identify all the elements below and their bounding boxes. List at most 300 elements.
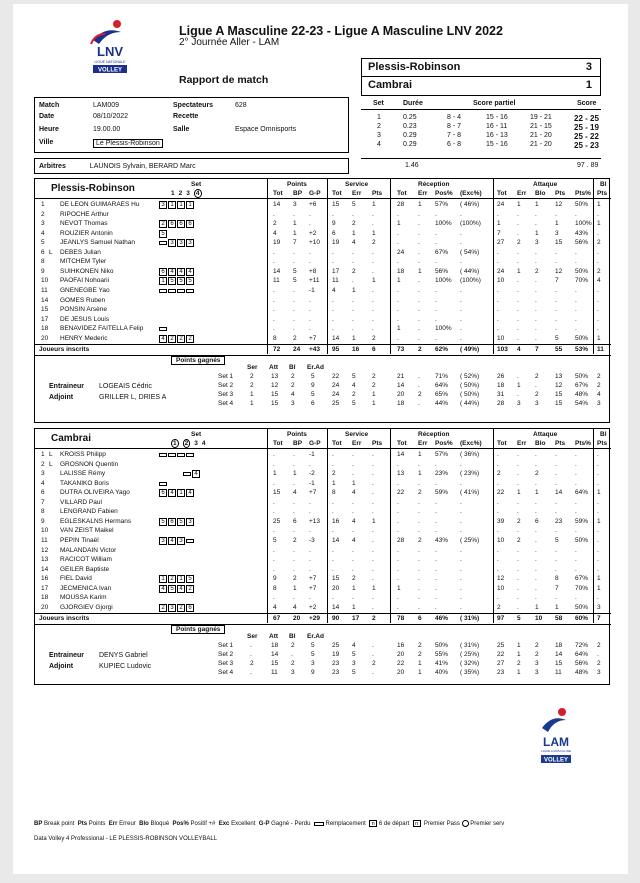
set-row-ablo: 3 [535, 660, 539, 668]
stat-rpos: 67% [435, 248, 449, 256]
player-number: 11 [41, 286, 48, 294]
stat-stot: . [332, 546, 334, 554]
set-row-bl: 3 [291, 400, 295, 408]
legend-bp: Break point [44, 821, 75, 828]
stat-apct: . [575, 470, 577, 478]
starter-position-box: 4 [192, 470, 200, 478]
stat-bp: . [293, 527, 295, 535]
stat-serr: 4 [352, 489, 356, 497]
set-row-rtot: 16 [397, 642, 405, 650]
stat-rerr: . [418, 258, 420, 266]
set-row-rtot: 14 [397, 382, 405, 390]
player-name: PONSIN Arsène [60, 306, 107, 314]
legend-pos: Positif +# [190, 821, 216, 828]
stat-rexc: ( 54%) [460, 248, 480, 256]
totals-label: Joueurs inscrits [39, 615, 90, 623]
stat-atot: . [497, 296, 499, 304]
stat-rerr: 2 [418, 489, 422, 497]
total-ablo: 7 [535, 346, 539, 354]
stat-apts: . [555, 258, 557, 266]
lam-logo [536, 706, 576, 768]
stat-spts: . [372, 565, 374, 573]
stat-rpos: 57% [435, 451, 449, 458]
starting-positions [159, 201, 194, 209]
subheader-pts: Pts [597, 440, 608, 447]
stat-apts: 12 [555, 267, 563, 275]
stat-bl: 1 [597, 201, 601, 208]
starter-position-box: 2 [168, 575, 176, 583]
total-rerr: 6 [418, 615, 422, 623]
stat-ptot: . [273, 315, 275, 323]
set-row-apct: 67% [575, 382, 589, 390]
referees-value: LAUNOIS Sylvain, BERARD Marc [89, 163, 196, 170]
set-row-rexc: ( 50%) [460, 391, 480, 399]
rule-line [35, 344, 611, 345]
set-row-apct: 56% [575, 660, 589, 668]
total-apct: 53% [575, 346, 589, 354]
set-row-apct: 54% [575, 400, 589, 408]
subheader-exc: (Exc%) [460, 190, 482, 197]
stat-stot: . [332, 498, 334, 506]
stat-gp: . [309, 498, 311, 506]
stat-ablo: . [535, 220, 537, 228]
stat-rpos: 100% [435, 325, 452, 333]
player-number: 7 [41, 498, 45, 506]
stat-bl: 1 [597, 575, 601, 583]
player-name: RIPOCHE Arthur [60, 210, 109, 218]
set-duration: 0.23 [403, 123, 417, 130]
set-row-rtot: 20 [397, 651, 405, 659]
starter-position-box: 2 [186, 585, 194, 593]
set-row-rpos: 41% [435, 660, 449, 668]
set-row-serr: 3 [352, 660, 356, 668]
set-row-rtot: 20 [397, 669, 405, 677]
stat-apct: . [575, 451, 577, 458]
player-name: RACICOT William [60, 556, 112, 564]
stat-aerr: 2 [517, 239, 521, 247]
set-row-bl: 2 [291, 660, 295, 668]
stat-rtot: . [397, 556, 399, 564]
stat-rerr: . [418, 229, 420, 237]
player-number: 15 [41, 306, 49, 314]
stat-spts: . [372, 267, 374, 275]
set-row-rtot: 20 [397, 391, 405, 399]
stat-stot: . [332, 556, 334, 564]
stat-rexc: ( 36%) [460, 451, 480, 458]
starter-position-box: 6 [186, 604, 194, 612]
stat-spts: . [372, 546, 374, 554]
stat-serr: . [352, 498, 354, 506]
stat-gp: . [309, 527, 311, 535]
total-bl: 7 [597, 615, 601, 623]
stat-bp: 5 [293, 267, 297, 275]
set-number: 4 [377, 141, 381, 148]
set-row-spts: 1 [372, 391, 376, 399]
player-number: 1 [41, 451, 45, 458]
starter-position-box: 6 [186, 220, 194, 228]
stat-rtot: . [397, 239, 399, 247]
stat-rtot: . [397, 210, 399, 218]
player-name: EGLESKALNS Hermans [60, 517, 132, 525]
match-value: LAM009 [93, 102, 120, 109]
stat-gp: . [309, 594, 311, 602]
match-label: Match [39, 102, 60, 109]
stat-aerr: . [517, 296, 519, 304]
set-col-3: 3 [194, 440, 198, 447]
stat-rexc: (100%) [460, 220, 481, 228]
points-won-label: Points gagnés [171, 625, 225, 634]
stat-atot: . [497, 498, 499, 506]
starting-positions [159, 575, 194, 583]
set-columns [171, 440, 210, 447]
replacement-box [186, 289, 194, 293]
stat-atot: . [497, 565, 499, 573]
set-row-att: 13 [271, 373, 279, 381]
starting-positions [159, 604, 194, 612]
stat-rtot: . [397, 334, 399, 342]
stat-ablo: . [535, 296, 537, 304]
starter-position-box: 3 [159, 201, 167, 209]
legend-exc-key: Exc [218, 821, 230, 828]
starter-position-box: 3 [159, 537, 167, 545]
stat-gp: +7 [309, 334, 317, 342]
stat-rtot: 1 [397, 325, 401, 333]
attaque-header: Attaque [533, 181, 558, 188]
rule-line [35, 624, 611, 625]
stat-apts: . [555, 451, 557, 458]
rule-line [35, 198, 611, 199]
stat-bl: . [597, 527, 599, 535]
stat-ablo: . [535, 248, 537, 256]
starter-position-box: 4 [168, 268, 176, 276]
set-row-rerr: 2 [418, 642, 422, 650]
stat-rexc: . [460, 315, 462, 323]
stat-gp: -1 [309, 479, 315, 487]
stat-serr: . [352, 306, 354, 314]
stat-stot: 11 [332, 277, 339, 285]
starter-position-box: 1 [177, 575, 185, 583]
set-row-stot: 24 [332, 382, 340, 390]
stat-rpos: . [435, 517, 437, 525]
stat-apts: . [555, 508, 557, 516]
subheader-bp: BP [293, 440, 303, 447]
set-row-label: Set 2 [218, 382, 234, 390]
subheader-pts: Pts [372, 190, 383, 197]
stat-serr: . [352, 296, 354, 304]
set-score: 25 - 23 [574, 141, 599, 150]
set-row-label: Set 3 [218, 391, 234, 399]
stat-ptot: . [273, 565, 275, 573]
recette-label: Recette [173, 113, 199, 120]
stat-ablo: . [535, 286, 537, 294]
stat-bp: 4 [293, 489, 297, 497]
starting-positions [159, 585, 194, 593]
stat-bp: . [293, 594, 295, 602]
stat-ptot: 14 [273, 201, 281, 208]
stat-ablo: . [535, 575, 537, 583]
stat-atot: . [497, 325, 499, 333]
starter-position-box: 5 [168, 585, 176, 593]
player-name: DE LEON GUIMARAES Hu [60, 201, 140, 208]
total-duration: 1.46 [405, 162, 419, 169]
stat-atot: 1 [497, 220, 501, 228]
stat-spts: . [372, 489, 374, 497]
set-row-rerr: 2 [418, 391, 422, 399]
stat-apct: . [575, 498, 577, 506]
partial-score-21: 21 - 20 [530, 141, 552, 148]
stat-gp: . [309, 508, 311, 516]
set-row-aerr: 1 [517, 669, 521, 677]
replacement-box [159, 482, 167, 486]
legend-gp: Gagné - Perdu [271, 821, 311, 828]
stat-stot: 15 [332, 201, 340, 208]
set-row-erad: 9 [311, 382, 315, 390]
set-col-4: 4 [201, 440, 206, 447]
stat-bl: 1 [597, 489, 601, 497]
stat-ptot: 8 [273, 334, 277, 342]
stat-rerr: 2 [418, 536, 422, 544]
total-atot: 103 [497, 346, 508, 354]
stat-rexc: . [460, 334, 462, 342]
starting-positions [183, 470, 200, 478]
stat-atot: 2 [497, 603, 501, 611]
stat-apct: 50% [575, 536, 589, 544]
replacement-box [186, 539, 194, 543]
stat-spts: . [372, 508, 374, 516]
stat-stot: 15 [332, 575, 340, 583]
stat-aerr: . [517, 546, 519, 554]
set-row-bl2: 3 [597, 400, 601, 408]
stat-aerr: . [517, 315, 519, 323]
stat-gp: +2 [309, 229, 317, 237]
set-row-apct: 48% [575, 391, 589, 399]
starting-positions [159, 451, 194, 457]
set-row-aerr: 1 [517, 651, 521, 659]
stat-aerr: . [517, 603, 519, 611]
player-name: BENAVIDEZ FAITELLA Felip [60, 325, 144, 333]
set-row-stot: 24 [332, 391, 340, 399]
starting-positions [159, 518, 194, 526]
set-row-bl: 3 [291, 669, 295, 677]
stat-ablo: . [535, 584, 537, 592]
subheader-tot: Tot [397, 190, 407, 197]
set-col-1: 1 [171, 190, 175, 197]
stat-apct: . [575, 594, 577, 602]
stat-rexc: . [460, 565, 462, 573]
set-row-stot: 23 [332, 660, 340, 668]
total-apts: 58 [555, 615, 563, 623]
stat-rpos: . [435, 296, 437, 304]
player-number: 6 [41, 489, 45, 497]
pg-ser-header: Ser [247, 364, 258, 372]
stat-apct: 43% [575, 229, 589, 237]
stat-apts: . [555, 479, 557, 487]
stat-bp: . [293, 286, 295, 294]
set-row-ser: . [250, 651, 252, 659]
stat-ablo: 1 [535, 229, 539, 237]
bl-header: Bl [600, 431, 607, 438]
assistant-label: Adjoint [49, 394, 74, 402]
starter-position-box: 3 [186, 518, 194, 526]
legend-pts: Points [88, 821, 106, 828]
stat-bp: 1 [293, 584, 297, 592]
away-team-sets: 1 [585, 79, 592, 91]
set-row-rexc: ( 44%) [460, 400, 480, 408]
stat-atot: 10 [497, 536, 505, 544]
stat-rexc: . [460, 286, 462, 294]
starter-position-box: 6 [159, 268, 167, 276]
set-row-rpos: 40% [435, 669, 449, 677]
totals-label: Joueurs inscrits [39, 346, 90, 354]
stat-spts: . [372, 306, 374, 314]
player-name: GOMES Ruben [60, 296, 106, 304]
legend-depart: 6 de départ [378, 821, 410, 828]
stat-ablo: . [535, 536, 537, 544]
player-number: 16 [41, 575, 49, 583]
stat-ablo: . [535, 451, 537, 458]
stat-rerr: . [418, 517, 420, 525]
stat-aerr: . [517, 460, 519, 468]
set-row-atot: 18 [497, 382, 505, 390]
stat-rpos: 59% [435, 489, 449, 497]
subheader-tot: Tot [497, 440, 507, 447]
stat-aerr: . [517, 306, 519, 314]
stat-ptot: 19 [273, 239, 281, 247]
stat-gp: -3 [309, 536, 315, 544]
player-number: 18 [41, 594, 49, 602]
stat-rpos: . [435, 479, 437, 487]
stat-serr: 2 [352, 220, 356, 228]
subheader-ptsp: Pts% [575, 190, 591, 197]
stat-bp: . [293, 498, 295, 506]
duree-col-header: Durée [403, 100, 423, 107]
total-bp: 20 [293, 615, 301, 623]
total-stot: 95 [332, 346, 340, 354]
set-row-apct: 64% [575, 651, 589, 659]
set-row-label: Set 2 [218, 651, 234, 659]
stat-gp: . [309, 306, 311, 314]
set-row-apct: 50% [575, 373, 589, 381]
starter-position-box: 4 [168, 537, 176, 545]
starting-positions [159, 230, 167, 238]
legend-pts-key: Pts [77, 821, 88, 828]
stat-ptot: 25 [273, 517, 281, 525]
stat-apct: 50% [575, 334, 589, 342]
set-row-apct: 48% [575, 669, 589, 677]
stat-atot: 2 [497, 470, 501, 478]
stat-aerr: . [517, 575, 519, 583]
stat-ptot: 1 [273, 470, 277, 478]
stat-rpos: . [435, 258, 437, 266]
stat-spts: . [372, 220, 374, 228]
stat-spts: . [372, 210, 374, 218]
stat-serr: . [352, 315, 354, 323]
set-row-apts: 11 [555, 669, 562, 677]
set-row-ablo: 2 [535, 651, 539, 659]
set-row-aerr: . [517, 391, 519, 399]
lnv-logo-caption: LIGUE NATIONALE [94, 60, 126, 64]
set-row-apts: 12 [555, 382, 563, 390]
stat-apct: . [575, 286, 577, 294]
stat-rpos: . [435, 460, 437, 468]
stat-rpos: . [435, 286, 437, 294]
set-row-bl2: 2 [597, 373, 601, 381]
stat-ablo: 1 [535, 603, 539, 611]
set-columns [171, 190, 206, 197]
stat-rtot: . [397, 229, 399, 237]
player-name: GJORGIEV Gjorgi [60, 603, 113, 611]
replacement-box [186, 453, 194, 457]
stat-bp: . [293, 460, 295, 468]
starter-position-box: 2 [168, 335, 176, 343]
stat-aerr: . [517, 277, 519, 285]
stat-spts: . [372, 527, 374, 535]
subheader-tot: Tot [497, 190, 507, 197]
stat-rpos: 100% [435, 220, 452, 228]
stat-serr: . [352, 258, 354, 266]
stat-bl: . [597, 470, 599, 478]
stat-rtot: 22 [397, 489, 405, 497]
stat-bp: . [293, 325, 295, 333]
stat-ablo: . [535, 498, 537, 506]
partial-score-8: 6 - 8 [447, 141, 462, 148]
stat-ptot: . [273, 460, 275, 468]
stat-bl: . [597, 248, 599, 256]
starter-position-box: 3 [186, 239, 194, 247]
subheader-err: Err [517, 440, 527, 447]
set-col-2: 2 [184, 440, 189, 447]
starter-position-box: 4 [177, 585, 185, 593]
stat-bl: . [597, 306, 599, 314]
legend [34, 820, 624, 827]
stat-rexc: . [460, 498, 462, 506]
stat-serr: 1 [352, 603, 356, 611]
stat-bp: . [293, 248, 295, 256]
set-row-erad: 9 [311, 669, 315, 677]
coach-name: LOGEAIS Cédric [99, 383, 152, 391]
teams-score-box [361, 58, 601, 96]
set-row-rtot: 18 [397, 400, 405, 408]
stat-rtot: 1 [397, 584, 401, 592]
stat-bl: . [597, 296, 599, 304]
set-row-apts: 14 [555, 651, 563, 659]
stat-spts: . [372, 575, 374, 583]
stat-rerr: . [418, 239, 420, 247]
bl-header: Bl [600, 181, 607, 188]
stat-aerr: 1 [517, 201, 521, 208]
stat-bl: . [597, 508, 599, 516]
set-row-bl: 2 [291, 373, 295, 381]
set-row-rerr: . [418, 382, 420, 390]
rule-line [35, 613, 611, 614]
stat-apts: 7 [555, 584, 559, 592]
coach-label: Entraineur [49, 652, 85, 660]
rule-line [361, 109, 601, 110]
player-name: GROSNON Quentin [60, 460, 119, 468]
total-rerr: 2 [418, 346, 422, 354]
stat-atot: . [497, 508, 499, 516]
set-row-att: 15 [271, 660, 279, 668]
stat-stot: . [332, 315, 334, 323]
stat-rerr: 1 [418, 201, 422, 208]
stat-rtot: 14 [397, 451, 405, 458]
stat-serr: 2 [352, 267, 356, 275]
total-score: 97 . 89 [577, 162, 599, 169]
player-number: 18 [41, 325, 49, 333]
stat-bp: 1 [293, 220, 297, 228]
stat-apct: . [575, 248, 577, 256]
stat-apct: 50% [575, 603, 589, 611]
